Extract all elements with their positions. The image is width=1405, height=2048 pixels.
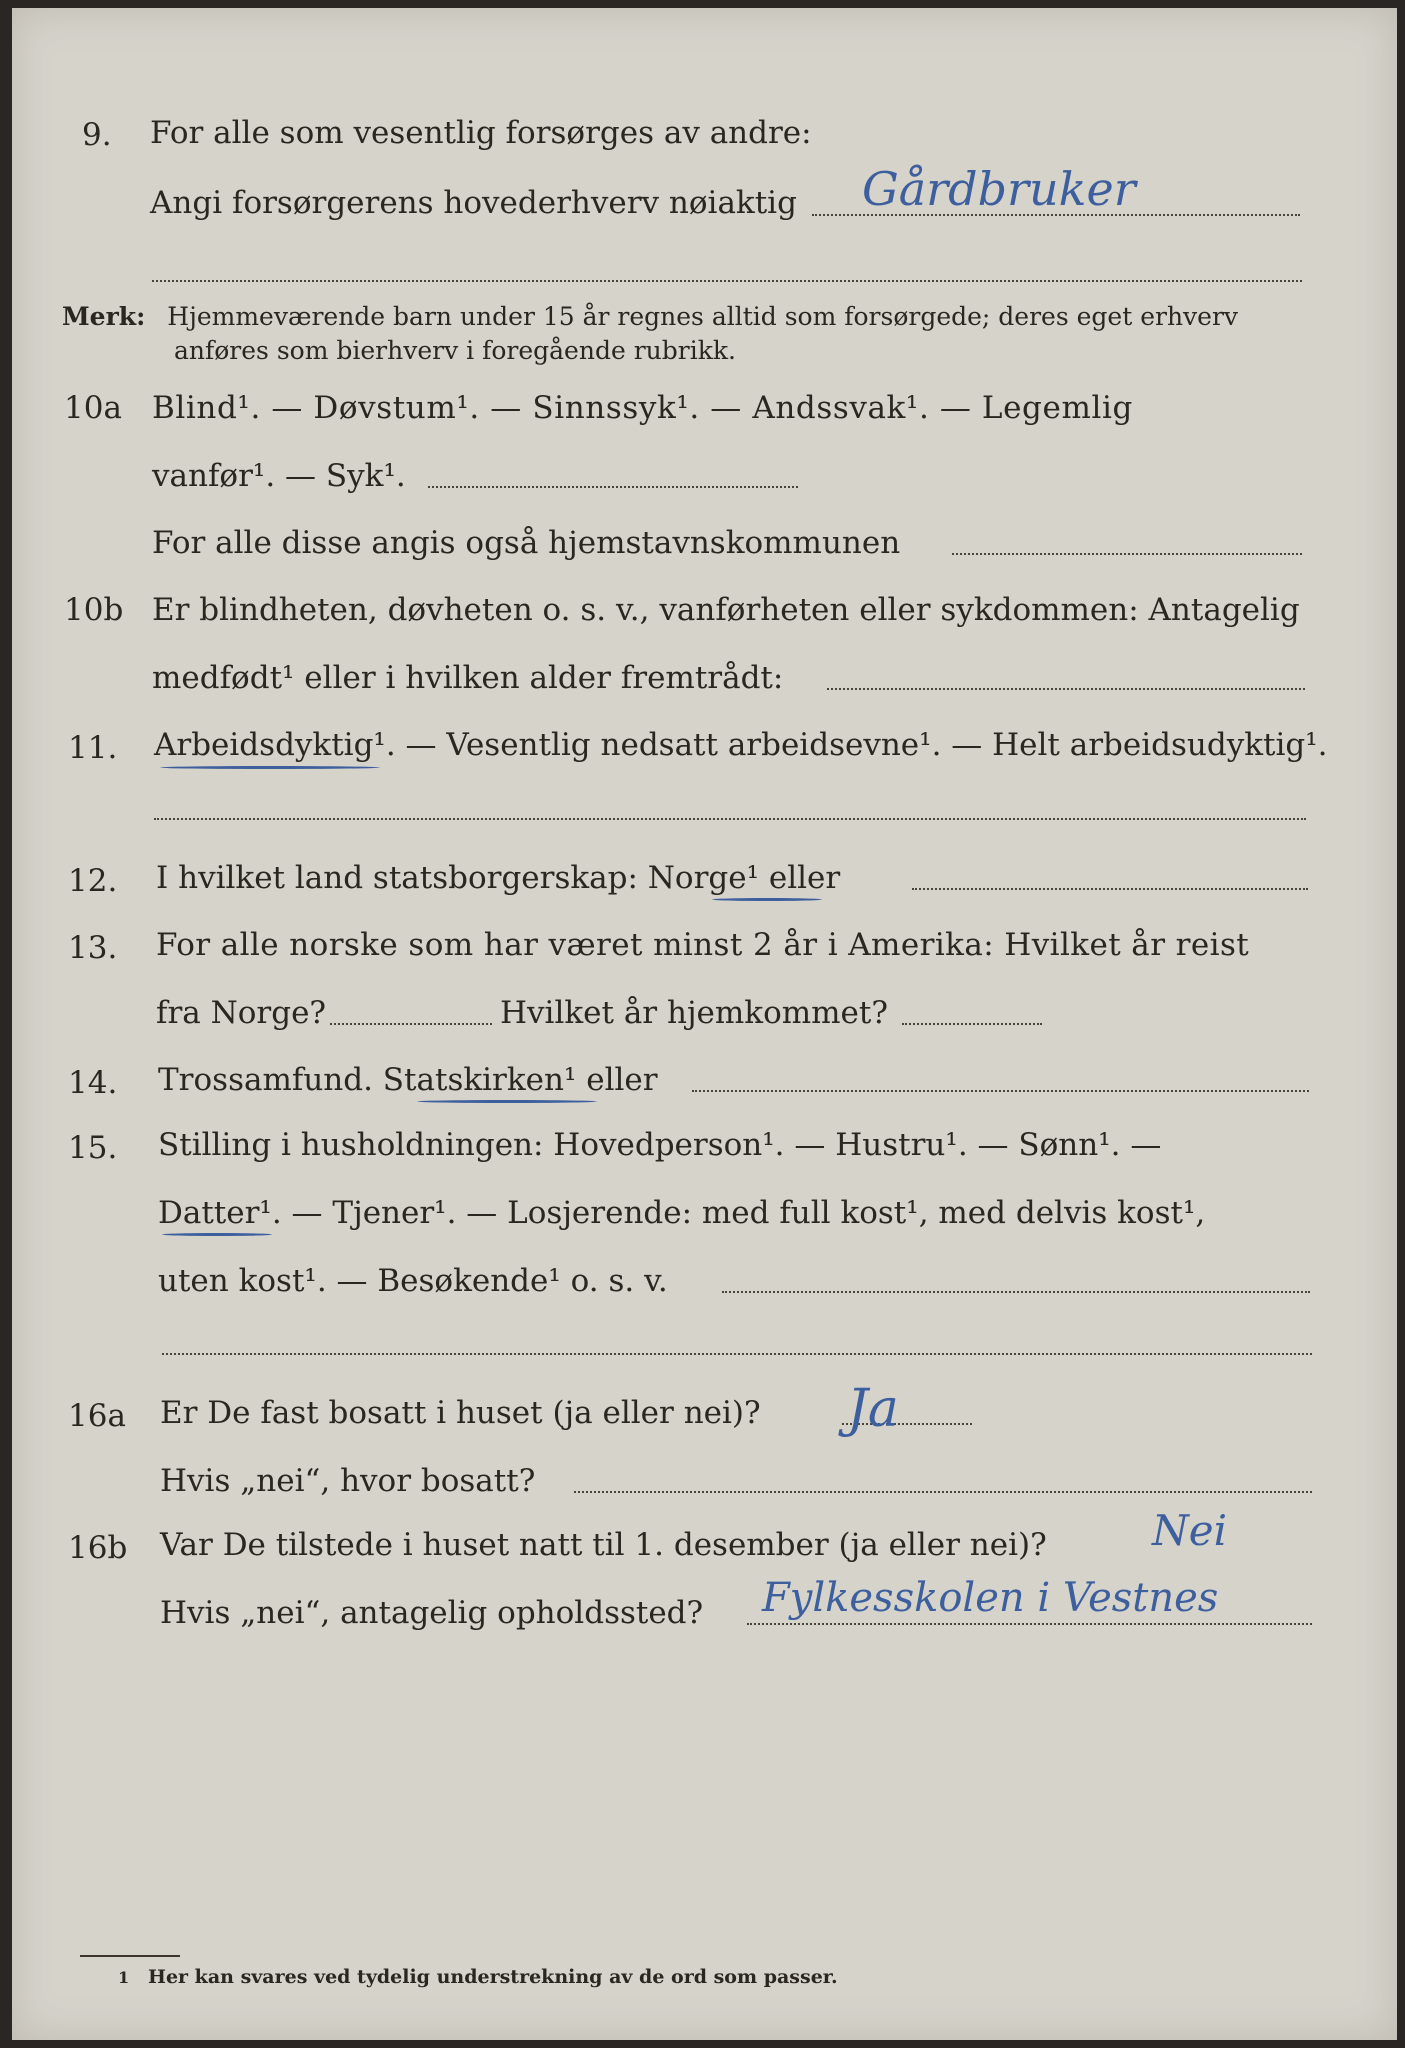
q10a-kommune-line [952, 553, 1302, 555]
q10a-line2: vanfør¹. — Syk¹. [152, 458, 406, 494]
q13-reist-line [330, 1023, 492, 1025]
q9-answer-handwritten: Gårdbruker [862, 162, 1136, 216]
q14-line1: Trossamfund. Statskirken¹ eller [158, 1062, 658, 1098]
q16b-number: 16b [68, 1530, 128, 1566]
q16a-line1: Er De fast bosatt i huset (ja eller nei)? [160, 1395, 761, 1431]
q10a-syk-line [428, 486, 798, 488]
footnote-text: Her kan svares ved tydelig understrekning av de ord som passer. [148, 1966, 838, 1988]
q9-number: 9. [82, 117, 112, 153]
q9-line2: Angi forsørgerens hovederhverv nøiaktig [150, 185, 797, 221]
footnote-mark: 1 [118, 1968, 130, 1987]
merk-line1: Hjemmeværende barn under 15 år regnes alltid som forsørgede; deres eget erhverv [167, 302, 1239, 331]
q15-line2: Datter¹. — Tjener¹. — Losjerende: med full kost¹, med delvis kost¹, [158, 1195, 1206, 1231]
q14-answer-line [692, 1090, 1309, 1092]
q11-line1: Arbeidsdyktig¹. — Vesentlig nedsatt arbeidsevne¹. — Helt arbeidsudyktig¹. [154, 727, 1328, 763]
q11-answer-line [154, 818, 1306, 820]
q10a-line3: For alle disse angis også hjemstavnskommunen [152, 525, 901, 561]
q13-line2b: Hvilket år hjemkommet? [500, 995, 888, 1031]
q14-number: 14. [68, 1065, 118, 1101]
q10b-line1: Er blindheten, døvheten o. s. v., vanførheten eller sykdommen: Antagelig [152, 592, 1300, 628]
q15-line3: uten kost¹. — Besøkende¹ o. s. v. [158, 1263, 668, 1299]
q11-arbeidsdyktig-underline [160, 766, 380, 769]
q13-line1: For alle norske som har været minst 2 år i Amerika: Hvilket år reist [156, 927, 1250, 963]
q12-norge-underline [712, 898, 822, 901]
q16b-line2: Hvis „nei“, antagelig opholdssted? [160, 1595, 704, 1631]
q10a-number: 10a [64, 390, 122, 426]
merk-line2: anføres som bierhverv i foregående rubrikk. [174, 335, 736, 365]
q14-statskirken-underline [417, 1100, 597, 1103]
merk-label: Merk: [62, 302, 146, 331]
q16b-answer1-handwritten: Nei [1152, 1506, 1228, 1555]
q16b-answer2-handwritten: Fylkesskolen i Vestnes [762, 1575, 1219, 1621]
q16b-opholdssted-line [747, 1623, 1312, 1625]
q15-number: 15. [68, 1130, 118, 1166]
q12-number: 12. [68, 863, 118, 899]
q15-answer-line [722, 1291, 1310, 1293]
q12-line1: I hvilket land statsborgerskap: Norge¹ eller [156, 860, 841, 896]
q15-line1: Stilling i husholdningen: Hovedperson¹. — Hustru¹. — Sønn¹. — [158, 1127, 1162, 1163]
q13-number: 13. [68, 930, 118, 966]
footnote-rule [80, 1955, 180, 1957]
q13-line2a: fra Norge? [156, 995, 327, 1031]
q15-extra-line [162, 1353, 1312, 1355]
q12-answer-line [912, 888, 1308, 890]
q9-line1: For alle som vesentlig forsørges av andre: [150, 115, 812, 151]
merk-note [62, 300, 1312, 368]
q10b-number: 10b [64, 592, 124, 628]
q10b-line2: medfødt¹ eller i hvilken alder fremtrådt: [152, 660, 784, 696]
q16a-number: 16a [68, 1398, 126, 1434]
q13-hjemkommet-line [902, 1023, 1042, 1025]
q11-number: 11. [68, 730, 118, 766]
q16b-line1: Var De tilstede i huset natt til 1. desember (ja eller nei)? [160, 1527, 1047, 1563]
census-form-page [12, 8, 1397, 2040]
q15-datter-underline [162, 1233, 272, 1236]
q10b-answer-line [827, 688, 1305, 690]
q16a-answer-handwritten: Ja [847, 1379, 899, 1439]
q9-extra-line [152, 280, 1302, 282]
q10a-line1: Blind¹. — Døvstum¹. — Sinnssyk¹. — Andssvak¹. — Legemlig [152, 390, 1133, 426]
q16a-bosatt-line [574, 1491, 1312, 1493]
q16a-line2: Hvis „nei“, hvor bosatt? [160, 1463, 536, 1499]
